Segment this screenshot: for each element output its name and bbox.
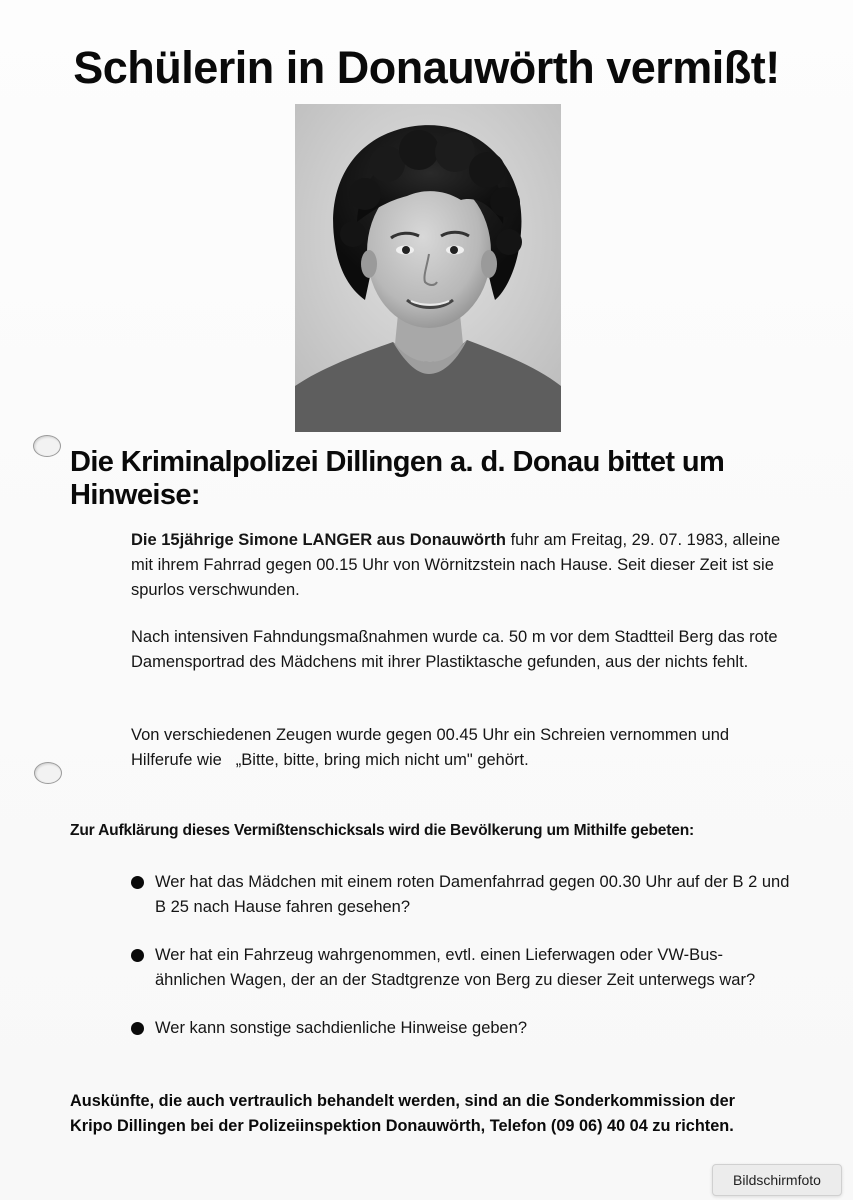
portrait-image [295, 104, 561, 432]
bullet-dot-icon [131, 876, 144, 889]
witness-text: Von verschiedenen Zeugen wurde gegen 00.45 Uhr ein Schreien vernommen und Hilferufe wie [131, 726, 730, 769]
incident-paragraph [131, 528, 791, 603]
contact-line-1: Auskünfte, die auch vertraulich behandelt werden, sind an die Sonderkommission der [70, 1092, 735, 1110]
police-request-heading: Die Kriminalpolizei Dillingen a. d. Donau bittet um Hinweise: [70, 446, 725, 511]
punch-hole-bottom [34, 762, 62, 784]
screenshot-badge[interactable]: Bildschirmfoto [712, 1164, 842, 1196]
victim-identification: Die 15jährige Simone LANGER aus Donauwörth [131, 531, 506, 549]
incident-details: fuhr am Freitag, 29. 07. 1983, alleine mit ihrem Fahrrad gegen 00.15 Uhr von Wörnitzstein nach Hause. Seit dieser Zeit ist sie spurlos verschwunden. [131, 531, 781, 599]
contact-line-2: Kripo Dillingen bei der Polizeiinspektion Donauwörth, Telefon (09 06) 40 04 zu richten. [70, 1117, 734, 1135]
question-text: Wer kann sonstige sachdienliche Hinweise geben? [155, 1019, 528, 1037]
punch-hole-top [33, 435, 61, 457]
question-item [131, 943, 791, 993]
contact-footer [70, 1089, 800, 1139]
witness-quote: „Bitte, bitte, bring mich nicht um" gehört. [235, 751, 529, 769]
search-findings-paragraph: Nach intensiven Fahndungsmaßnahmen wurde ca. 50 m vor dem Stadtteil Berg das rote Damensportrad des Mädchens mit ihrer Plastiktasche gefunden, aus der nichts fehlt. [131, 628, 778, 671]
question-item [131, 1016, 791, 1041]
bullet-dot-icon [131, 949, 144, 962]
witness-paragraph [131, 723, 791, 773]
question-text: Wer hat ein Fahrzeug wahrgenommen, evtl. einen Lieferwagen oder VW-Bus-ähnlichen Wagen, der an der Stadtgrenze von Berg zu dieser Zeit unterwegs war? [155, 946, 756, 989]
bullet-dot-icon [131, 1022, 144, 1035]
missing-person-photo [295, 104, 561, 432]
question-text: Wer hat das Mädchen mit einem roten Damenfahrrad gegen 00.30 Uhr auf der B 2 und B 25 nach Hause fahren gesehen? [155, 873, 790, 916]
public-appeal-heading: Zur Aufklärung dieses Vermißtenschicksals wird die Bevölkerung um Mithilfe gebeten: [70, 822, 695, 839]
question-item [131, 870, 791, 920]
poster-title: Schülerin in Donauwörth vermißt! [73, 42, 780, 93]
